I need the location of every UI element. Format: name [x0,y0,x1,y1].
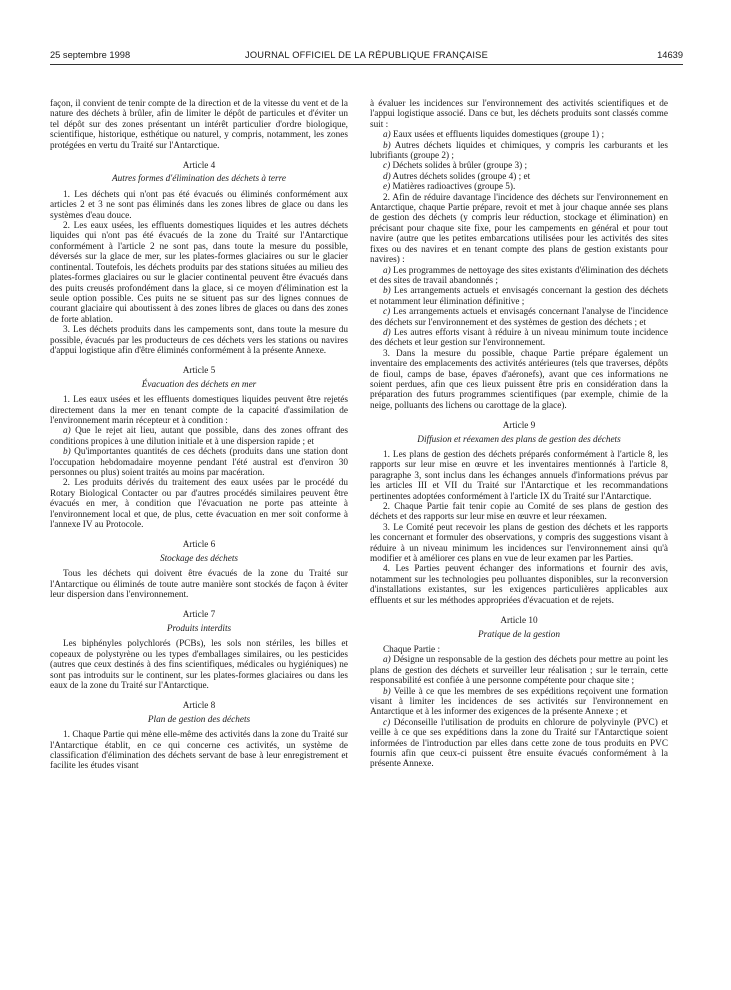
paragraph: Les biphényles polychlorés (PCBs), les sols non stériles, les billes et copeaux de polystyrène ou les types d'emballages similaires, ou les pesticides (autres que ceux destinés à des fins scientifiques, médicales ou hygiéniques) ne sont pas introduits sur le continent, sur les plates-formes glaciaires ou dans les eaux de la zone du Traité sur l'Antarctique. [50,639,348,691]
item-text: Les arrangements actuels et envisagés concernant l'analyse de l'incidence des déchets sur l'environnement et des systèmes de gestion des déchets ; et [370,307,668,328]
item-label: c) [383,717,391,728]
article-number: Article 5 [182,366,216,377]
paragraph: 2. Chaque Partie fait tenir copie au Comité de ses plans de gestion des déchets et des rapports sur leur mise en œuvre et leur réexamen. [370,502,668,523]
article-title: Plan de gestion des déchets [147,714,251,725]
left-column [50,99,348,949]
list-item [370,172,668,182]
item-text: Qu'importantes quantités de ces déchets (produits dans une station dont l'occupation hebdomadaire moyenne pendant l'été austral est d'environ 30 personnes ou plus) soient traités au moins par macération. [50,447,348,478]
item-text: Autres déchets liquides et chimiques, y compris les carburants et les lubrifiants (groupe 2) ; [370,140,668,162]
article-7 [50,610,348,691]
item-text: Eaux usées et effluents liquides domestiques (groupe 1) ; [390,130,605,141]
article-9 [370,421,668,606]
paragraph: 2. Les produits dérivés du traitement des eaux usées par le procédé du Rotary Biological Contacter ou par d'autres procédés similaires peuvent être évacués en mer, à condition que l'évacuation ne porte pas atteinte à l'environnement local et que, de plus, cette évacuation en mer soit conforme à l'annexe IV au Protocole. [50,478,348,531]
item-text: Déchets solides à brûler (groupe 3) ; [390,161,528,172]
item-label: b) [383,686,391,697]
right-column [370,99,668,949]
item-text: Les programmes de nettoyage des sites existants d'élimination des déchets et des sites de travail abandonnés ; [370,265,668,286]
article-6 [50,540,348,600]
article-number: Article 4 [182,161,216,172]
article-10 [370,616,668,770]
item-label: a) [383,130,391,141]
list-item [370,161,668,171]
item-label: d) [383,327,391,338]
item-label: d) [383,171,391,182]
paragraph: 1. Les plans de gestion des déchets préparés conformément à l'article 8, les rapports sur leur mise en œuvre et les inventaires mentionnés à l'article 8, paragraphe 3, sont inclus dans les échanges annuels d'informations prévus par les articles III et VII du Traité sur l'Antarctique et les recommandations pertinentes adoptées conformément à l'article IX du Traité sur l'Antarctique. [370,450,668,502]
article-title: Stockage des déchets [159,553,239,564]
article-title: Produits interdits [166,623,232,634]
paragraph: 3. Dans la mesure du possible, chaque Partie prépare également un inventaire des emplacements des activités antérieures (tels que traverses, dépôts de fioul, camps de base, épaves d'aéronefs), avant que ces informations ne soient perdues, afin que ces lieux puissent être pris en considération dans la préparation des futurs programmes scientifiques (par exemple, chimie de la neige, polluants des lichens ou carottage de la glace). [370,348,668,411]
article-title: Pratique de la gestion [478,629,560,640]
article-number: Article 10 [500,616,538,627]
list-item [50,426,348,447]
article-number: Article 6 [182,540,216,551]
item-label: b) [383,140,391,151]
list-item [370,655,668,686]
paragraph: 1. Les déchets qui n'ont pas été évacués ou éliminés conformément aux articles 2 et 3 ne sont pas éliminés dans les zones libres de glace ou dans les systèmes d'eau douce. [50,189,348,221]
paragraph: Chaque Partie : [383,644,441,655]
item-label: a) [383,265,391,276]
item-text: Veille à ce que les membres de ses expéditions reçoivent une formation visant à limiter les incidences de ses activités sur l'environnement en Antarctique et à les informer des exigences de la présente Annexe ; et [370,686,668,718]
article-8 [50,701,348,771]
article-number: Article 9 [502,421,536,432]
paragraph: 4. Les Parties peuvent échanger des informations et fournir des avis, notamment sur les technologies peu polluantes disponibles, sur la reconversion d'installations existantes, sur les exigences particulières applicables aux effluents et sur les méthodes appropriées d'évacuation et de rejets. [370,564,668,606]
list-item [370,718,668,770]
paragraph: 2. Afin de réduire davantage l'incidence des déchets sur l'environnement en Antarctique, chaque Partie prépare, revoit et met à jour chaque année ses plans de gestion des déchets (y compris leur réduction, stockage et élimination) en précisant pour chaque site fixe, pour les campements en général et pour tout navire (autre que les petites embarcations utilisées pour les activités des sites fixes ou des navires et en tenant compte des plans de gestion existants pour navires) : [370,192,668,266]
item-label: c) [383,307,391,318]
paragraph: 2. Les eaux usées, les effluents domestiques liquides et les autres déchets liquides qui n'ont pas été évacués de la zone du Traité sur l'Antarctique conformément à l'article 2 ne sont pas, dans toute la mesure du possible, déversés sur la glace de mer, sur les plates-formes glaciaires ou sur le glacier continental. Toutefois, les déchets produits par des stations situées au milieu des plates-formes glaciaires ou sur le glacier continental peuvent être évacués dans des puits creusés profondément dans la glace, si ce moyen d'élimination est la seule option possible. Ces puits ne se situent pas sur des lignes connues de courant glaciaire qui aboutissent à des zones libres de glaces ou dans des zones de forte ablation. [50,221,348,325]
item-label: a) [383,655,391,666]
list-item [370,286,668,307]
paragraph: 1. Les eaux usées et les effluents domestiques liquides peuvent être rejetés directement dans la mer en tenant compte de la capacité d'assimilation de l'environnement marin récepteur et à condition : [50,395,348,426]
paragraph: Tous les déchets qui doivent être évacués de la zone du Traité sur l'Antarctique ou éliminés de toute autre manière sont stockés de façon à éviter leur dispersion dans l'environnement. [50,569,348,601]
item-label: a) [63,426,71,437]
item-text: Les arrangements actuels et envisagés concernant la gestion des déchets et notamment leur élimination définitive ; [370,286,668,307]
list-item [370,266,668,287]
list-item [370,182,668,192]
item-text: Les autres efforts visant à réduire à un niveau minimum toute incidence des déchets et leur gestion sur l'environnement. [370,327,668,349]
item-label: c) [383,161,391,172]
header-rule [50,64,683,65]
header-date: 25 septembre 1998 [50,50,131,60]
item-label: e) [383,182,391,193]
list-item [370,307,668,328]
article-title: Diffusion et réexamen des plans de gestion des déchets [417,434,621,445]
paragraph: façon, il convient de tenir compte de la direction et de la vitesse du vent et de la nature des déchets à brûler, afin de limiter le dépôt de particules et d'éviter un tel dépôt sur des zones présentant un intérêt particulier d'ordre biologique, scientifique, historique, esthétique ou naturel, y compris, notamment, les zones protégées en vertu du Traité sur l'Antarctique. [50,99,348,151]
article-number: Article 7 [182,610,216,621]
article-title: Autres formes d'élimination des déchets à terre [112,174,286,185]
item-text: Matières radioactives (groupe 5). [390,182,516,193]
item-text: Désigne un responsable de la gestion des déchets pour mettre au point les plans de gestion des déchets et surveiller leur réalisation ; sur le terrain, cette responsabilité est confiée à une personne compétente pour chaque site ; [370,655,668,687]
list-item [370,130,668,140]
paragraph: 3. Le Comité peut recevoir les plans de gestion des déchets et les rapports les concernant et formuler des observations, y compris des suggestions visant à réduire à un niveau minimum les incidences sur l'environnement ainsi qu'à modifier et à améliorer ces plans en vue de leur examen par les Parties. [370,522,668,565]
article-4 [50,161,348,356]
item-label: b) [63,447,71,458]
article-title: Évacuation des déchets en mer [141,379,257,390]
list-item [370,328,668,349]
paragraph: 1. Chaque Partie qui mène elle-même des activités dans la zone du Traité sur l'Antarctique établit, en ce qui concerne ces activités, un système de classification d'élimination des déchets servant de base à leur enregistrement et facilite les études visant [50,730,348,772]
article-number: Article 8 [182,701,216,712]
header-title: JOURNAL OFFICIEL DE LA RÉPUBLIQUE FRANÇAISE [245,50,488,60]
item-text: Autres déchets solides (groupe 4) ; et [390,171,531,182]
list-item [50,447,348,478]
list-item [370,687,668,718]
item-label: b) [383,286,391,297]
header-page-number: 14639 [657,50,683,60]
list-item [370,141,668,162]
paragraph: à évaluer les incidences sur l'environnement des activités scientifiques et de l'appui logistique associé. Dans ce but, les déchets produits sont classés comme suit : [370,99,668,130]
article-5 [50,366,348,530]
page-header [50,49,683,63]
item-text: Déconseille l'utilisation de produits en chlorure de polyvinyle (PVC) et veille à ce que ses expéditions dans la zone du Traité sur l'Antarctique soient informées de l'introduction par elles dans cette zone de tous produits en PVC fournis afin que ceux-ci puissent être ensuite évacués conformément à la présente Annexe. [370,717,668,770]
item-text: Que le rejet ait lieu, autant que possible, dans des zones offrant des conditions propices à une dilution initiale et à une dispersion rapide ; et [50,426,348,447]
paragraph: 3. Les déchets produits dans les campements sont, dans toute la mesure du possible, évacués par les producteurs de ces déchets vers les stations ou navires d'appui logistique afin d'être éliminés conformément à la présente Annexe. [50,325,348,356]
